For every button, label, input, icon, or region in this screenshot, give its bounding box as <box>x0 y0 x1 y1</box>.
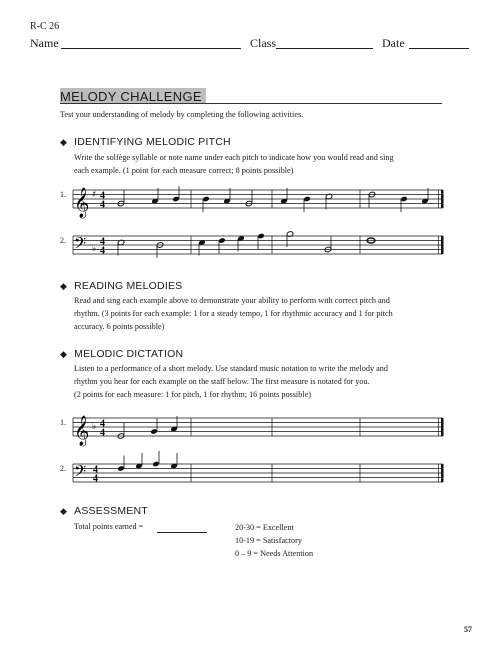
time-signature-bottom: 4 <box>100 199 105 211</box>
time-signature-bottom: 4 <box>100 427 105 439</box>
dictation-number-2: 2. <box>60 464 66 473</box>
treble-clef-icon: 𝄞 <box>74 188 90 218</box>
sharp-icon: ♯ <box>92 190 97 200</box>
staff-pitch-1 <box>73 186 444 219</box>
diamond-bullet-icon: ◆ <box>60 281 68 291</box>
worksheet-code: R-C 26 <box>30 21 60 32</box>
flat-icon: ♭ <box>92 244 97 254</box>
intro-text: Test your understanding of melody by completing the following activities. <box>60 110 304 119</box>
class-label: Class <box>250 36 277 50</box>
bass-clef-icon: 𝄢 <box>74 462 87 485</box>
time-signature-bottom: 4 <box>100 245 105 257</box>
treble-clef-icon: 𝄞 <box>74 416 90 446</box>
staff-dictation-1 <box>73 415 444 447</box>
date-label: Date <box>382 36 405 50</box>
grade-excellent: 20-30 = Excellent <box>235 523 294 532</box>
diamond-bullet-icon: ◆ <box>60 349 68 359</box>
diamond-bullet-icon: ◆ <box>60 137 68 147</box>
dictation-number-1: 1. <box>60 418 66 427</box>
time-signature-top: 4 <box>100 190 105 202</box>
section-body-dictation: Listen to a performance of a short melody. Use standard music notation to write the melody and rhythm you hear for each example on the staff below. The first measure is notated for you. (2 points for each measure: 1 for pitch, 1 for rhythm; 16 points possible) <box>74 364 388 400</box>
section-heading-dictation: ◆ MELODIC DICTATION <box>60 348 184 360</box>
staff-pitch-2 <box>73 231 444 258</box>
section-heading-pitch: ◆ IDENTIFYING MELODIC PITCH <box>60 136 231 148</box>
flat-icon: ♭ <box>92 422 97 432</box>
diamond-bullet-icon: ◆ <box>60 506 68 516</box>
section-body-reading: Read and sing each example above to demonstrate your ability to perform with correct pitch and rhythm. (3 points for each example: 1 for a steady tempo, 1 for rhythmic accuracy and 1 for pitch accuracy. 6 points possible) <box>74 296 393 332</box>
time-signature-top: 4 <box>100 236 105 248</box>
page-number: 57 <box>464 625 472 634</box>
total-points-label: Total points earned = <box>74 522 144 531</box>
exercise-number-2: 2. <box>60 236 66 245</box>
staff-dictation-2 <box>73 451 444 485</box>
section-heading-reading: ◆ READING MELODIES <box>60 280 183 292</box>
bass-clef-icon: 𝄢 <box>74 234 87 257</box>
exercise-number-1: 1. <box>60 190 66 199</box>
name-label: Name <box>30 36 59 50</box>
time-signature-top: 4 <box>100 418 105 430</box>
section-body-pitch: Write the solfège syllable or note name under each pitch to indicate how you would read and sing each example. (1 point for each measure correct; 8 points possible) <box>74 153 394 176</box>
page-title: MELODY CHALLENGE <box>60 88 206 104</box>
grade-needs-attention: 0 – 9 = Needs Attention <box>235 549 314 559</box>
section-heading-assessment: ◆ ASSESSMENT <box>60 505 148 517</box>
grade-satisfactory: 10-19 = Satisfactory <box>235 536 302 546</box>
time-signature-top: 4 <box>93 464 98 476</box>
time-signature-bottom: 4 <box>93 473 98 485</box>
